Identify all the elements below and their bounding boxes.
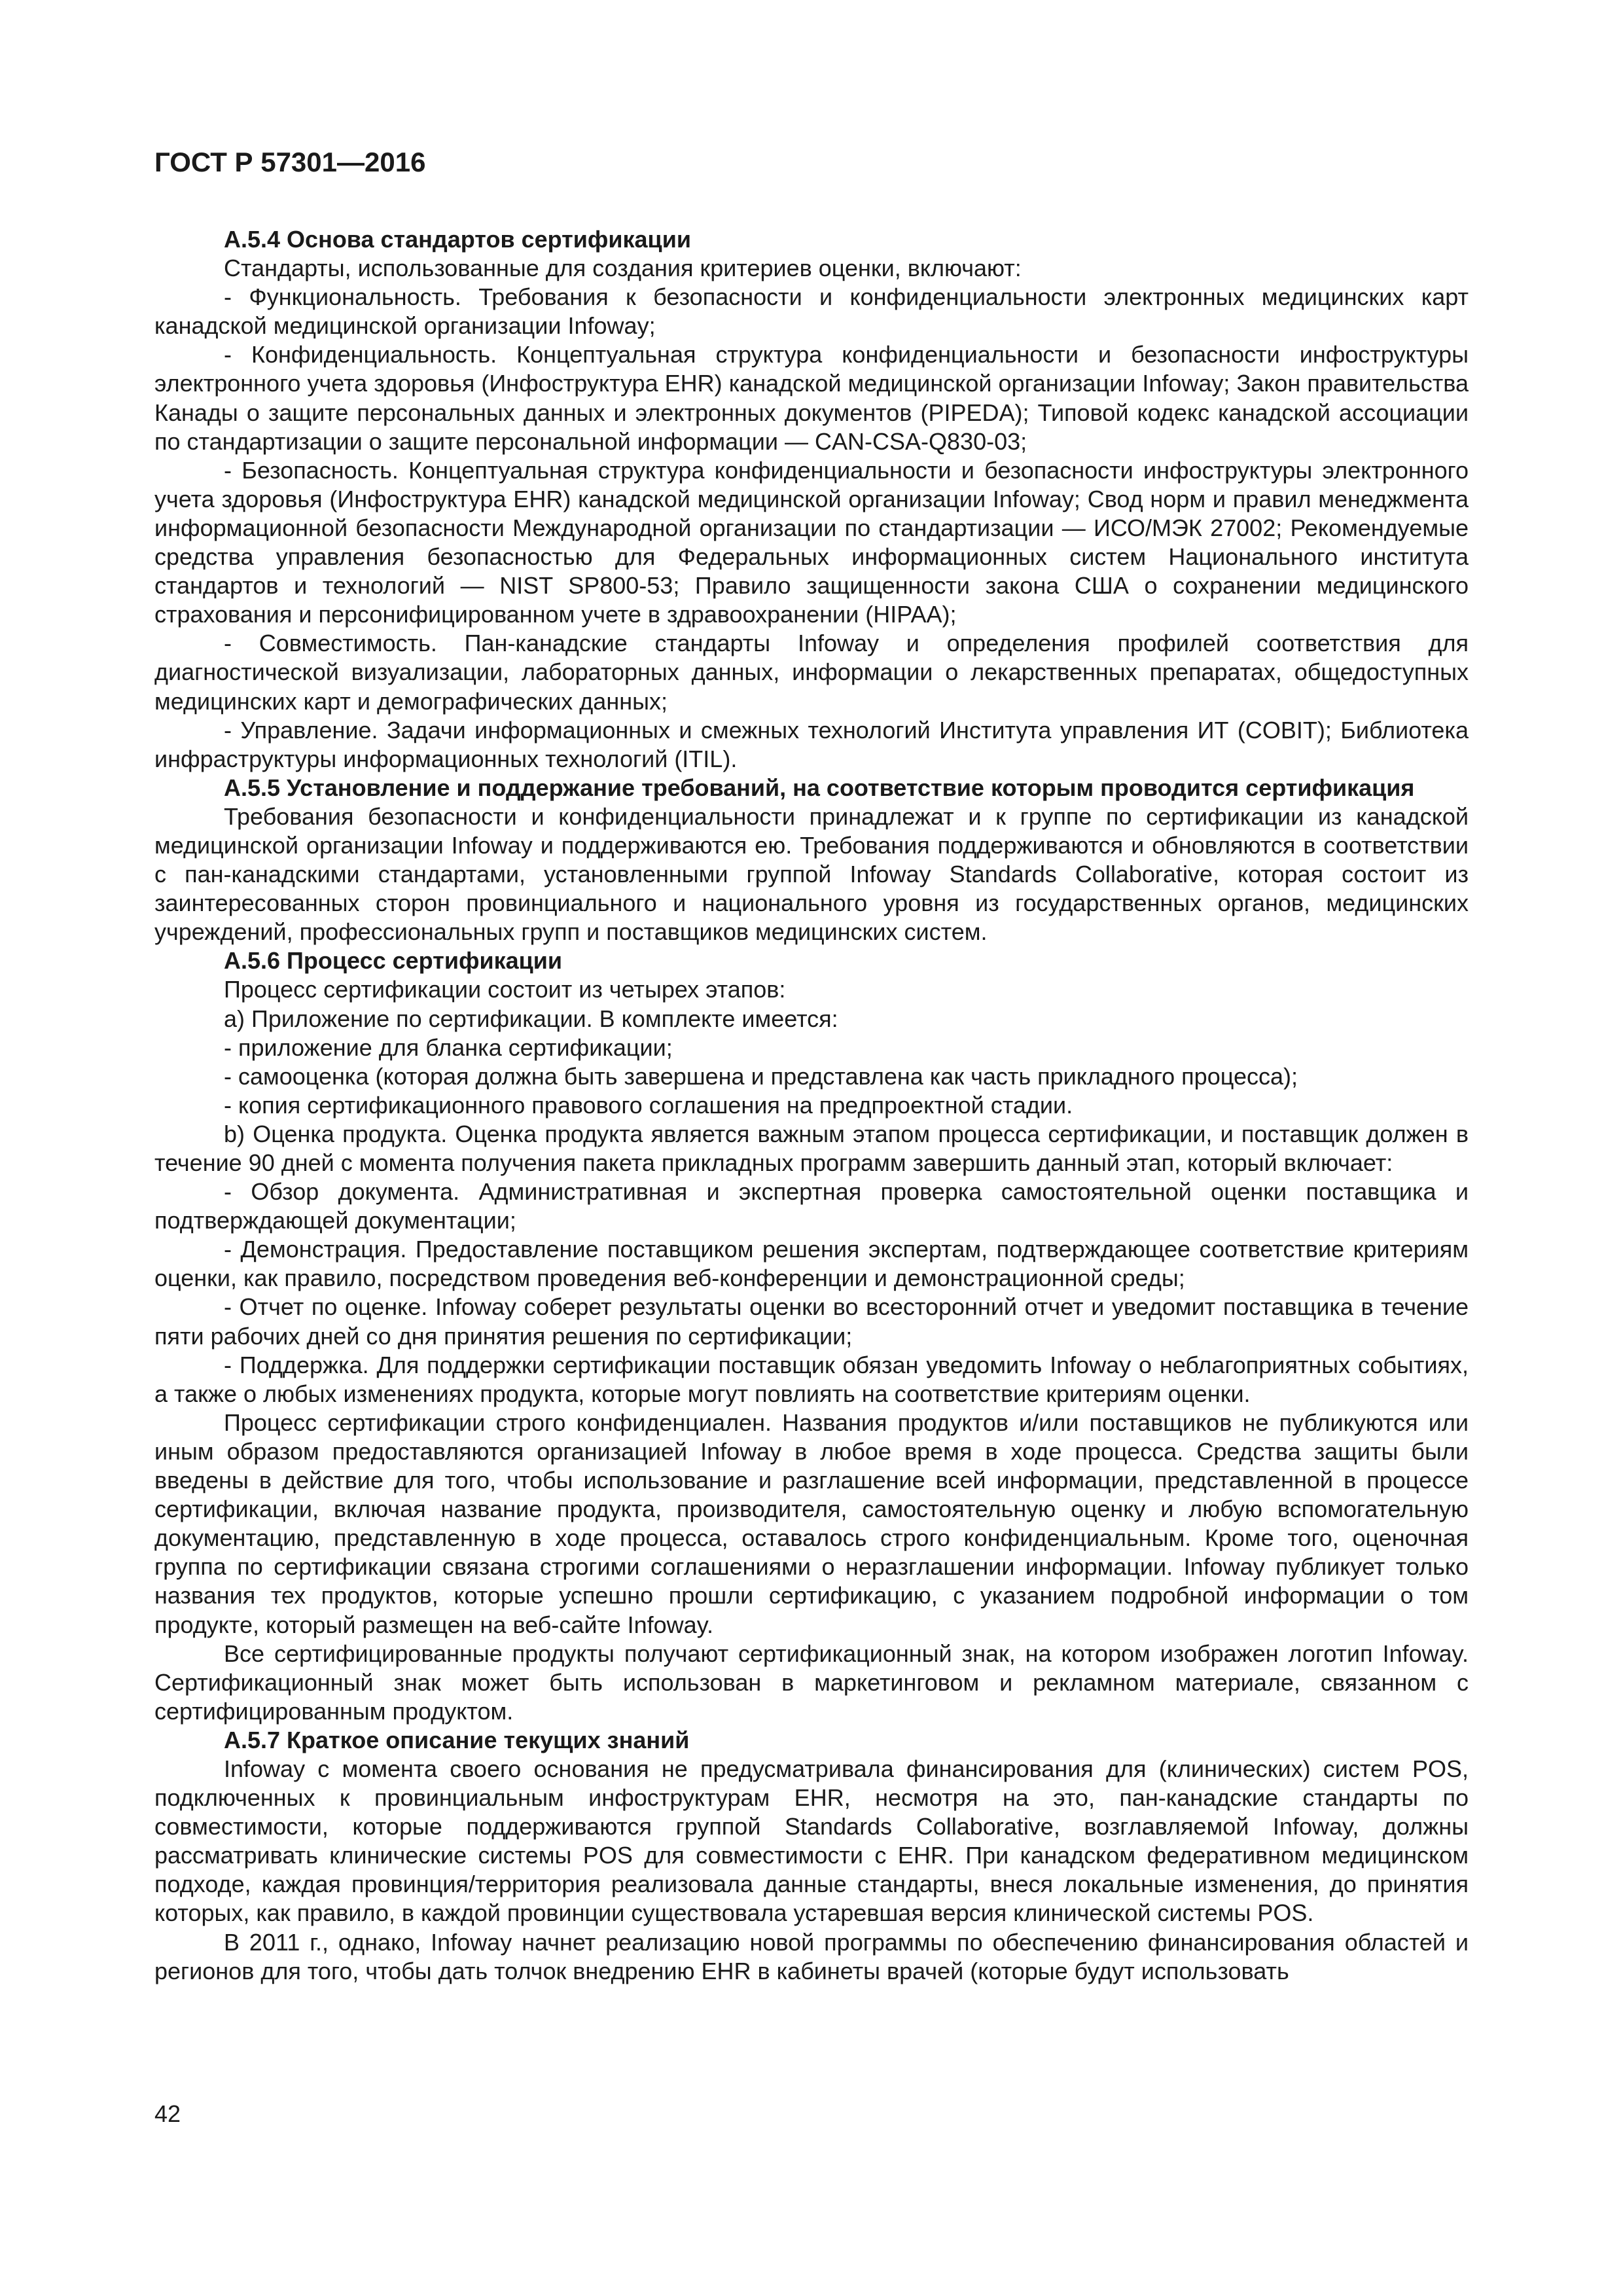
document-header: ГОСТ Р 57301—2016 xyxy=(154,147,426,177)
page-number: 42 xyxy=(154,2100,181,2127)
paragraph: В 2011 г., однако, Infoway начнет реализацию новой программы по обеспечению финансирования областей и регионов для того, чтобы дать толчок внедрению EHR в кабинеты врачей (которые будут использовать xyxy=(154,1928,1469,1984)
list-item: a) Приложение по сертификации. В комплекте имеется: xyxy=(224,1005,838,1032)
paragraph: Процесс сертификации состоит из четырех этапов: xyxy=(224,976,786,1003)
paragraph: Требования безопасности и конфиденциальности принадлежат и к группе по сертификации из канадской медицинской организации Infoway и поддерживаются ею. Требования поддерживаются и обновляются в соответствии с пан-канадскими стандартами, установленными группой Infoway Standards Collaborative, которая состоит из заинтересованных сторон провинциального и национального уровня из государственных органов, медицинских учреждений, профессиональных групп и поставщиков медицинских систем. xyxy=(154,802,1469,946)
document-body xyxy=(154,225,1469,1986)
list-item: - Отчет по оценке. Infoway соберет результаты оценки во всесторонний отчет и уведомит поставщика в течение пяти рабочих дней со дня принятия решения по сертификации; xyxy=(154,1293,1469,1350)
paragraph: Все сертифицированные продукты получают сертификационный знак, на котором изображен логотип Infoway. Сертификационный знак может быть использован в маркетинговом и рекламном материале, связанном с сертифицированным продуктом. xyxy=(154,1640,1469,1725)
paragraph: Процесс сертификации строго конфиденциален. Названия продуктов и/или поставщиков не публикуются или иным образом предоставляются организацией Infoway в любое время в ходе процесса. Средства защиты были введены в действие для того, чтобы использование и разглашение всей информации, представленной в процессе сертификации, включая название продукта, производителя, самостоятельную оценку и любую вспомогательную документацию, представленную в ходе процесса, оставалось строго конфиденциальным. Кроме того, оценочная группа по сертификации связана строгими соглашениями о неразглашении информации. Infoway публикует только названия тех продуктов, которые успешно прошли сертификацию, с указанием подробной информации о том продукте, который размещен на веб-сайте Infoway. xyxy=(154,1408,1469,1638)
list-item: - Конфиденциальность. Концептуальная структура конфиденциальности и безопасности инфоструктуры электронного учета здоровья (Инфоструктура EHR) канадской медицинской организации Infoway; Закон правительства Канады о защите персональных данных и электронных документов (PIPEDA); Типовой кодекс канадской ассоциации по стандартизации о защите персональной информации — CAN-CSA-Q830-03; xyxy=(154,341,1469,455)
list-item: - Управление. Задачи информационных и смежных технологий Института управления ИТ (COBIT); Библиотека инфраструктуры информационных технологий (ITIL). xyxy=(154,716,1469,772)
section-heading-a55: А.5.5 Установление и поддержание требований, на соответствие которым проводится сертификация xyxy=(224,774,1415,801)
section-heading-a56: А.5.6 Процесс сертификации xyxy=(224,947,563,975)
list-item: - Демонстрация. Предоставление поставщиком решения экспертам, подтверждающее соответствие критериям оценки, как правило, посредством проведения веб-конференции и демонстрационной среды; xyxy=(154,1236,1469,1292)
list-item: - Совместимость. Пан-канадские стандарты Infoway и определения профилей соответствия для диагностической визуализации, лабораторных данных, информации о лекарственных препаратах, общедоступных медицинских карт и демографических данных; xyxy=(154,630,1469,715)
list-item: - Безопасность. Концептуальная структура конфиденциальности и безопасности инфоструктуры электронного учета здоровья (Инфоструктура EHR) канадской медицинской организации Infoway; Свод норм и правил менеджмента информационной безопасности Международной организации по стандартизации — ИСО/МЭК 27002; Рекомендуемые средства управления безопасностью для Федеральных информационных систем Национального института стандартов и технологий — NIST SP800-53; Правило защищенности закона США о сохранении медицинского страхования и персонифицированном учете в здравоохранении (HIPAA); xyxy=(154,456,1469,628)
list-item: - Поддержка. Для поддержки сертификации поставщик обязан уведомить Infoway о неблагоприятных событиях, а также о любых изменениях продукта, которые могут повлиять на соответствие критериям оценки. xyxy=(154,1351,1469,1407)
paragraph: Стандарты, использованные для создания критериев оценки, включают: xyxy=(224,255,1022,282)
list-item: - Обзор документа. Административная и экспертная проверка самостоятельной оценки поставщика и подтверждающей документации; xyxy=(154,1178,1469,1234)
section-heading-a57: А.5.7 Краткое описание текущих знаний xyxy=(224,1726,690,1753)
list-item: - самооценка (которая должна быть завершена и представлена как часть прикладного процесса); xyxy=(224,1062,1298,1090)
section-heading-a54: А.5.4 Основа стандартов сертификации xyxy=(224,226,691,253)
list-item: - Функциональность. Требования к безопасности и конфиденциальности электронных медицинских карт канадской медицинской организации Infoway; xyxy=(154,283,1469,340)
list-item: - копия сертификационного правового соглашения на предпроектной стадии. xyxy=(224,1091,1073,1119)
paragraph: Infoway с момента своего основания не предусматривала финансирования для (клинических) систем POS, подключенных к провинциальным инфоструктурам EHR, несмотря на это, пан-канадские стандарты по совместимости, которые поддерживаются группой Standards Collaborative, возглавляемой Infoway, должны рассматривать клинические системы POS для совместимости с EHR. При канадском федеративном медицинском подходе, каждая провинция/территория реализовала данные стандарты, внеся локальные изменения, до принятия которых, как правило, в каждой провинции существовала устаревшая версия клинической системы POS. xyxy=(154,1755,1469,1927)
list-item: - приложение для бланка сертификации; xyxy=(224,1033,673,1061)
list-item: b) Оценка продукта. Оценка продукта является важным этапом процесса сертификации, и поставщик должен в течение 90 дней с момента получения пакета прикладных программ завершить данный этап, который включает: xyxy=(154,1120,1469,1176)
